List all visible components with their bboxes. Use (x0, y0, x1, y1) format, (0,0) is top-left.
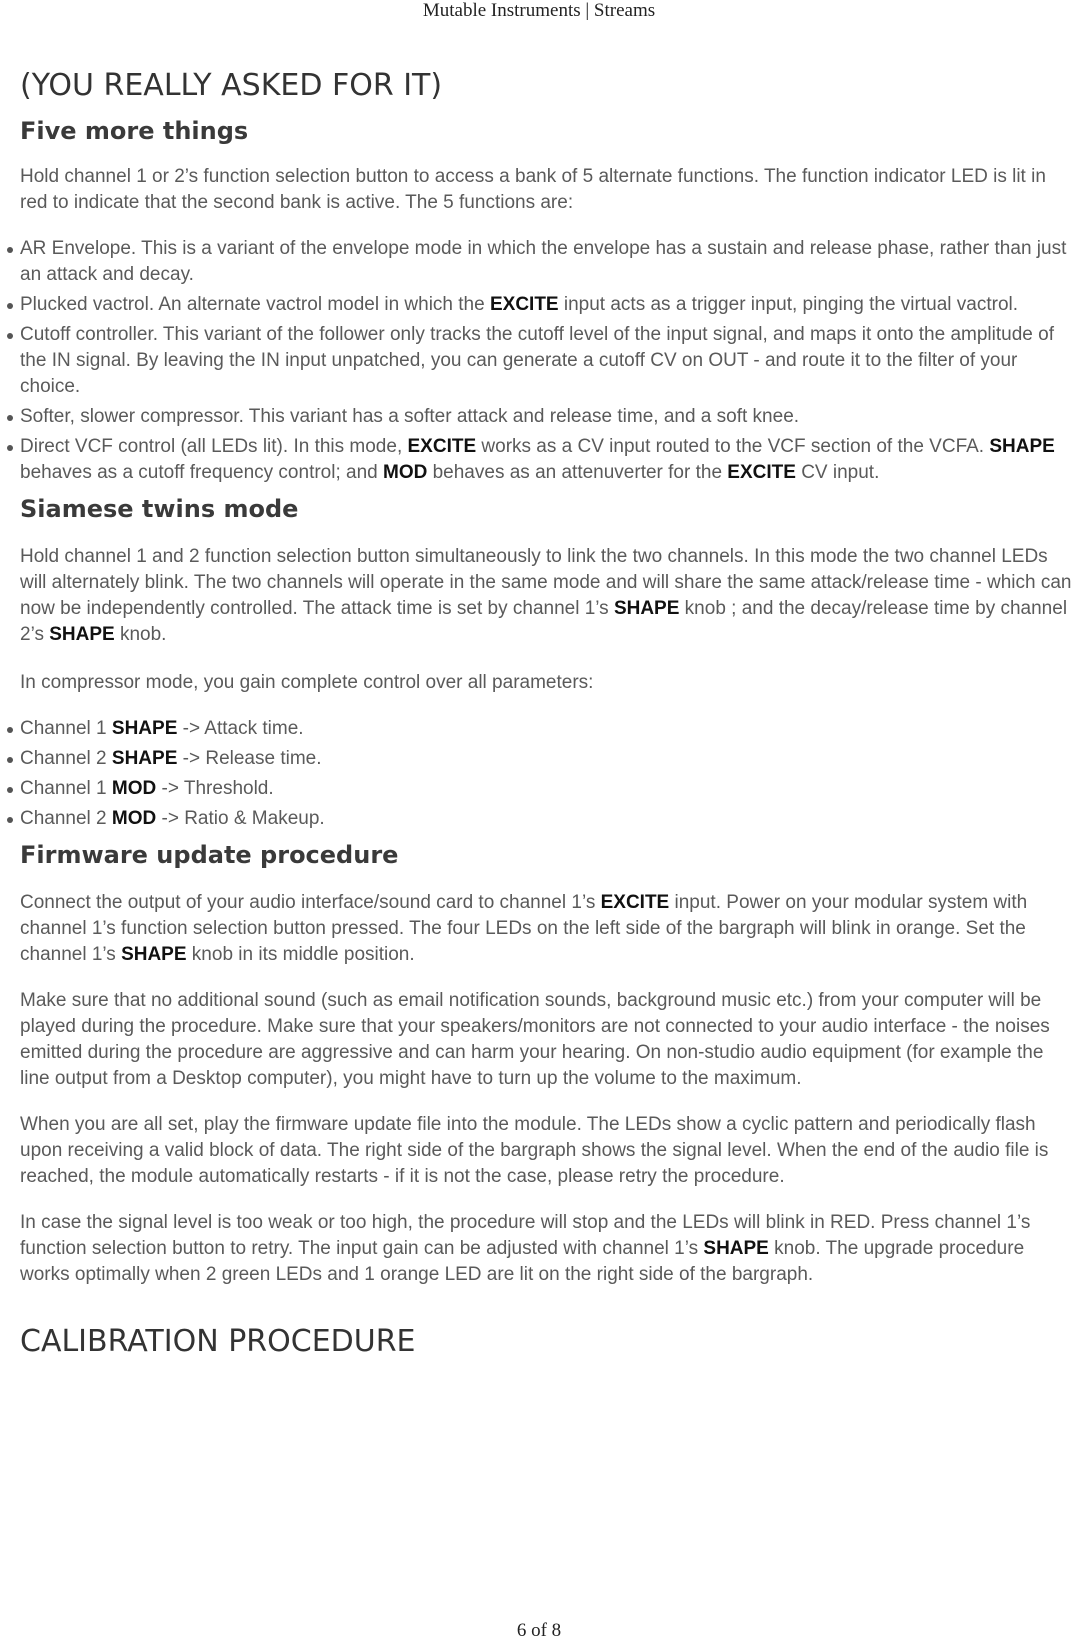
para-bold: SHAPE (703, 1238, 769, 1259)
item-bold: EXCITE (407, 436, 477, 457)
item-text: Plucked vactrol. An alternate vactrol model in which the (20, 294, 490, 315)
alternate-functions-list (20, 236, 1078, 486)
page-number: 6 of 8 (516, 1620, 562, 1641)
para-text: In case the signal level is too weak or too high, the procedure will stop and the LEDs will blink in RED. Press channel 1’s function selection button to retry. The input gain can be adjusted with channel 1’s (20, 1212, 1031, 1259)
firmware-paragraph-4 (20, 1210, 1078, 1288)
heading-siamese-twins: Siamese twins mode (20, 495, 299, 523)
calibration-title: CALIBRATION PROCEDURE (20, 1324, 416, 1359)
list-item (20, 746, 1078, 772)
list-item (20, 292, 1078, 318)
firmware-paragraph-1 (20, 890, 1078, 968)
list-item (20, 322, 1078, 400)
list-item (20, 236, 1078, 288)
item-text: Channel 1 (20, 718, 112, 739)
item-text: -> Attack time. (177, 718, 304, 739)
item-text: Channel 1 (20, 778, 112, 799)
item-text: input acts as a trigger input, pinging the virtual vactrol. (558, 294, 1019, 315)
para-text: Hold channel 1 and 2 function selection button simultaneously to link the two channels. In this mode the two channel LEDs will alternately blink. The two channels will operate in the same mode and will share the same attack/release time - which can now be independently controlled. The attack time is set by channel 1’s (20, 546, 1072, 619)
item-bold: MOD (383, 462, 428, 483)
para-text: knob. (114, 624, 167, 645)
item-text: Softer, slower compressor. This variant has a softer attack and release time, and a soft knee. (20, 406, 800, 427)
heading-five-more-things: Five more things (20, 117, 249, 145)
para-text: knob in its middle position. (186, 944, 415, 965)
firmware-paragraph-3: When you are all set, play the firmware update file into the module. The LEDs show a cyclic pattern and periodically flash upon receiving a valid block of data. The right side of the bargraph shows the signal level. When the end of the audio file is reached, the module automatically restarts - if it is not the case, please retry the procedure. (20, 1114, 1049, 1187)
item-text: behaves as a cutoff frequency control; and (20, 462, 383, 483)
item-text: Channel 2 (20, 748, 112, 769)
list-item (20, 806, 1078, 832)
item-text: behaves as an attenuverter for the (427, 462, 728, 483)
siamese-paragraph (20, 544, 1078, 648)
item-text: Channel 2 (20, 808, 112, 829)
list-item (20, 716, 1078, 742)
section-title: (YOU REALLY ASKED FOR IT) (20, 68, 443, 103)
item-bold: MOD (111, 778, 157, 799)
item-bold: SHAPE (989, 436, 1055, 457)
item-text: -> Ratio & Makeup. (156, 808, 325, 829)
compressor-parameters-list (20, 716, 1078, 832)
item-text: works as a CV input routed to the VCF section of the VCFA. (476, 436, 990, 457)
item-text: AR Envelope. This is a variant of the envelope mode in which the envelope has a sustain and release phase, rather than just an attack and decay. (20, 238, 1067, 285)
para-text: Connect the output of your audio interface/sound card to channel 1’s (20, 892, 601, 913)
para-bold: SHAPE (49, 624, 115, 645)
list-item (20, 434, 1078, 486)
page-content (20, 60, 1078, 1360)
list-item (20, 404, 1078, 430)
heading-firmware-update: Firmware update procedure (20, 841, 399, 869)
para-text: knob. The upgrade procedure works optimally when 2 green LEDs and 1 orange LED are lit on the right side of the bargraph. (20, 1238, 1025, 1285)
para-bold: EXCITE (600, 892, 670, 913)
para-text: input. Power on your modular system with channel 1’s function selection button pressed. The four LEDs on the left side of the bargraph will blink in orange. Set the channel 1’s (20, 892, 1028, 965)
item-bold: MOD (111, 808, 157, 829)
item-bold: SHAPE (111, 718, 178, 739)
item-text: Direct VCF control (all LEDs lit). In this mode, (20, 436, 408, 457)
item-bold: SHAPE (111, 748, 178, 769)
firmware-paragraph-2: Make sure that no additional sound (such as email notification sounds, background music etc.) from your computer will be played during the procedure. Make sure that your speakers/monitors are not connected to your audio interface - the noises emitted during the procedure are aggressive and can harm your hearing. On non-studio audio equipment (for example the line output from a Desktop computer), you might have to turn up the volume to the maximum. (20, 990, 1050, 1089)
compressor-intro: In compressor mode, you gain complete control over all parameters: (20, 672, 594, 693)
list-item (20, 776, 1078, 802)
item-bold: EXCITE (489, 294, 559, 315)
five-more-intro: Hold channel 1 or 2’s function selection button to access a bank of 5 alternate functions. The function indicator LED is lit in red to indicate that the second bank is active. The 5 functions are: (20, 166, 1046, 213)
item-text: Cutoff controller. This variant of the follower only tracks the cutoff level of the input signal, and maps it onto the amplitude of the IN signal. By leaving the IN input unpatched, you can generate a cutoff CV on OUT - and route it to the filter of your choice. (20, 324, 1054, 397)
running-header: Mutable Instruments | Streams (422, 0, 656, 21)
item-text: CV input. (795, 462, 880, 483)
para-text: knob ; and the decay/release time by channel 2’s (20, 598, 1068, 645)
para-bold: SHAPE (121, 944, 187, 965)
item-text: -> Release time. (177, 748, 322, 769)
item-bold: EXCITE (727, 462, 796, 483)
item-text: -> Threshold. (156, 778, 274, 799)
para-bold: SHAPE (613, 598, 680, 619)
